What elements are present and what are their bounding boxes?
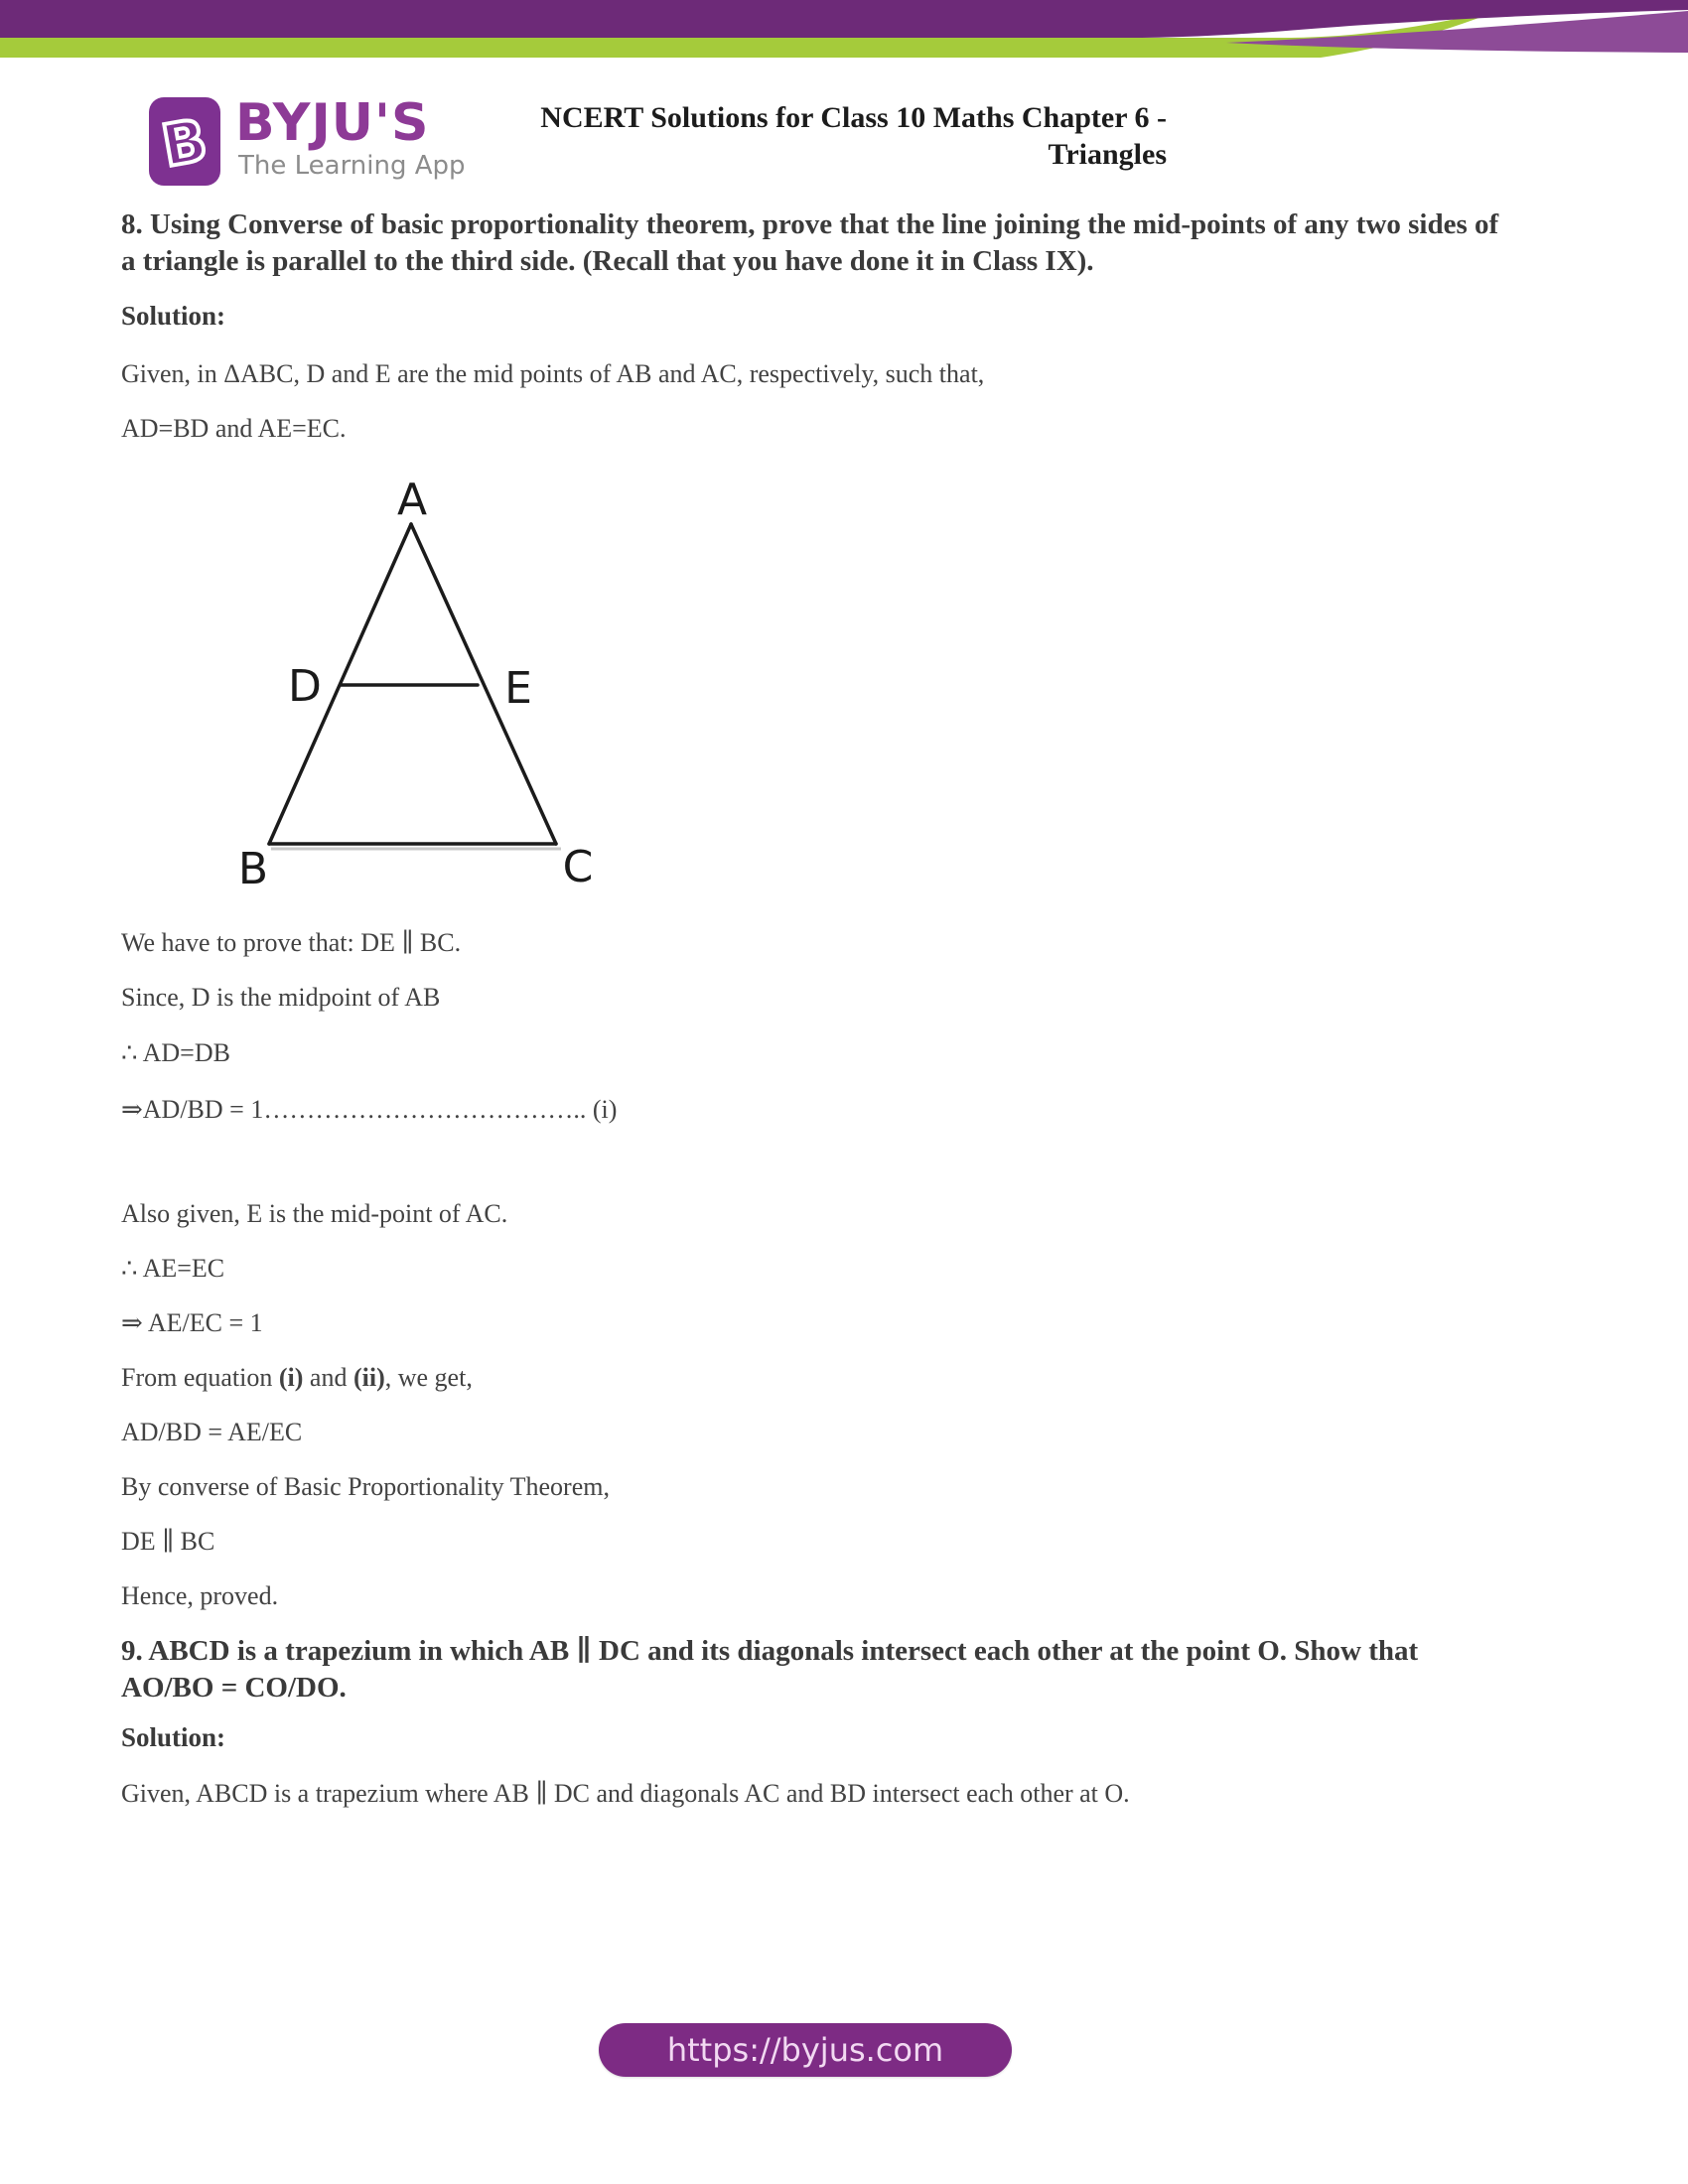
from-eq-ref-i: (i): [278, 1363, 304, 1392]
triangle-diagram: [223, 467, 621, 893]
solution-9-label: Solution:: [121, 1722, 226, 1752]
question-8-text: [121, 206, 1511, 280]
proof-line: ∴ AE=EC: [121, 1254, 225, 1283]
proof-line: ⇒ AE/EC = 1: [121, 1308, 263, 1337]
proof-line: Hence, proved.: [121, 1581, 279, 1610]
from-eq-mid: and: [303, 1363, 353, 1392]
page-title-line1: NCERT Solutions for Class 10 Maths Chapter 6 -: [540, 101, 1167, 134]
byjus-wordmark: BYJU'S: [235, 93, 430, 153]
from-eq-post: , we get,: [384, 1363, 473, 1392]
vertex-label-c: C: [562, 842, 594, 892]
byjus-logo-icon: [149, 97, 220, 186]
question-8-line2: a triangle is parallel to the third side. (Recall that you have done it in Class IX).: [121, 245, 1094, 277]
question-8-line1: 8. Using Converse of basic proportionality theorem, prove that the line joining the mid-points of any two sides of: [121, 208, 1499, 240]
proof-line-from-equation: [121, 1361, 1511, 1395]
solution-8-given-2: AD=BD and AE=EC.: [121, 414, 347, 443]
proof-line: We have to prove that: DE ∥ BC.: [121, 928, 462, 957]
from-eq-ref-ii: (ii): [352, 1363, 385, 1392]
footer-url-text: https://byjus.com: [666, 2031, 944, 2069]
proof-line: DE ∥ BC: [121, 1527, 215, 1556]
page-title-line2: Triangles: [1048, 138, 1167, 171]
vertex-label-a: A: [396, 475, 428, 525]
question-9-text: [121, 1633, 1511, 1706]
proof-line: Also given, E is the mid-point of AC.: [121, 1199, 508, 1228]
question-9-line1: 9. ABCD is a trapezium in which AB ∥ DC and its diagonals intersect each other at the point O. Show that: [121, 1635, 1419, 1667]
proof-line: By converse of Basic Proportionality Theorem,: [121, 1472, 610, 1501]
vertex-label-d: D: [288, 661, 322, 712]
triangle-abc-graphic: [223, 467, 621, 893]
solution-9-given: Given, ABCD is a trapezium where AB ∥ DC and diagonals AC and BD intersect each other at O.: [121, 1779, 1130, 1808]
solution-8-given-1: Given, in ΔABC, D and E are the mid points of AB and AC, respectively, such that,: [121, 359, 985, 388]
proof-line: ⇒AD/BD = 1……………………………….. (i): [121, 1095, 618, 1124]
question-9-line2: AO/BO = CO/DO.: [121, 1672, 347, 1704]
proof-line: ∴ AD=DB: [121, 1038, 230, 1067]
vertex-label-e: E: [504, 663, 532, 714]
logo-letter-b: B: [156, 105, 212, 181]
proof-line: AD/BD = AE/EC: [121, 1418, 303, 1446]
from-eq-pre: From equation: [121, 1363, 279, 1392]
footer-url-pill[interactable]: [599, 2023, 1012, 2077]
solution-8-label: Solution:: [121, 301, 226, 331]
proof-line: Since, D is the midpoint of AB: [121, 983, 441, 1012]
byjus-b-icon: [149, 97, 220, 186]
page-title: [472, 99, 1167, 173]
vertex-label-b: B: [237, 844, 269, 893]
byjus-tagline: The Learning App: [238, 151, 466, 181]
